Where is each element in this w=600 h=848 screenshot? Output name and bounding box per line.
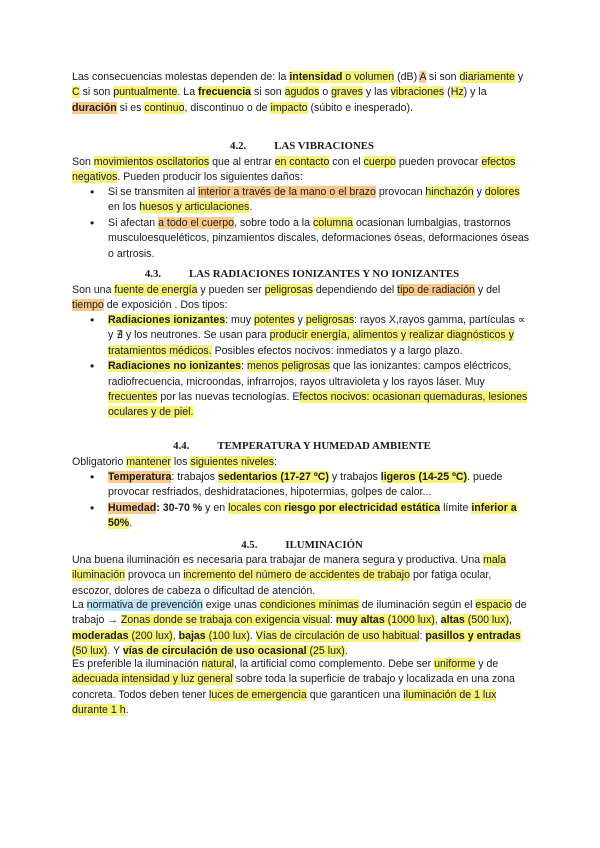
section-title: TEMPERATURA Y HUMEDAD AMBIENTE <box>217 440 431 452</box>
section-title: LAS VIBRACIONES <box>274 140 374 152</box>
highlight: mantener <box>126 456 171 468</box>
highlight: Humedad <box>108 501 157 514</box>
text: sobre toda la superficie de trabajo y localizada en una zona concreta. Todos deben tener <box>72 673 515 701</box>
text: . <box>249 201 253 214</box>
text: Si afectan <box>108 216 159 229</box>
highlight: incremento del número de accidentes de trabajo <box>183 569 411 582</box>
highlight: mala iluminación <box>72 554 507 582</box>
text: Si se transmiten al <box>108 186 199 198</box>
text: de exposición . Dos tipos: <box>103 299 228 312</box>
list-item <box>72 501 530 532</box>
highlight: inferior a 50% <box>108 501 517 530</box>
text: de iluminación según el <box>358 599 476 611</box>
text: dependiendo del <box>312 284 398 296</box>
text: de trabajo → <box>72 599 527 627</box>
text: La <box>72 599 87 611</box>
text: y <box>514 71 524 83</box>
radiaciones-paragraph <box>72 283 532 314</box>
highlight: frecuentes <box>108 391 158 404</box>
highlight: luces de emergencia <box>209 688 307 701</box>
list-item <box>72 185 530 216</box>
highlight-duracion: duración <box>72 101 117 114</box>
highlight: efectos negativos <box>72 156 516 184</box>
text: si son <box>425 71 460 83</box>
section-number: 4.3. <box>144 268 162 280</box>
text: , <box>509 614 512 627</box>
highlight: riesgo por electricidad estática <box>284 501 441 514</box>
highlight: (100 lux) <box>205 629 250 642</box>
text: y trabajos <box>328 471 381 483</box>
section-number: 4.5. <box>241 539 258 551</box>
text: ( <box>444 86 451 99</box>
highlight-frecuencia: frecuencia <box>198 86 252 99</box>
section-title: ILUMINACIÓN <box>285 539 363 551</box>
text: : rayos X,rayos gamma, partículas ∝ y ∄ y los neutrones. Se usan para <box>108 314 526 342</box>
text: . puede provocar resfriados, deshidrataciones, hipotermias, golpes de calor... <box>108 471 503 499</box>
highlight-continuo: continuo <box>144 101 185 114</box>
text: . Pueden producir los siguientes daños: <box>117 171 303 184</box>
text: por fatiga ocular, escozor, dolores de cabeza o dificultad de atención. <box>72 569 492 597</box>
text: y del <box>474 284 501 296</box>
highlight: uniforme <box>434 658 476 670</box>
section-heading-4-2 <box>72 139 532 154</box>
highlight: iluminación de 1 lux durante 1 h <box>72 688 497 717</box>
text: en los <box>108 201 140 214</box>
text: : <box>274 456 277 468</box>
vibraciones-list <box>72 185 530 262</box>
text: : <box>419 629 426 642</box>
highlight: (200 lux) <box>128 629 173 642</box>
highlight: Zonas donde se trabaja con exigencia visual <box>120 614 330 627</box>
text: que garanticen una <box>306 688 404 701</box>
text: (súbito e inesperado). <box>307 101 413 114</box>
highlight-volumen: o volumen <box>342 71 395 83</box>
highlight: ligeros (14-25 ºC) <box>380 471 468 483</box>
highlight-impacto: impacto <box>270 101 308 114</box>
highlight: hinchazón <box>425 186 474 198</box>
text: . Y <box>107 645 123 658</box>
text: . <box>129 517 133 530</box>
highlight: en contacto <box>274 156 330 168</box>
highlight: altas <box>440 614 465 627</box>
highlight: producir energía, alimentos y realizar diagnósticos y tratamientos médicos. <box>108 329 514 357</box>
highlight: Radiaciones ionizantes <box>108 314 226 326</box>
list-item <box>72 359 530 421</box>
highlight: normativa de prevención <box>86 599 203 611</box>
text: Es preferible la iluminación <box>72 658 202 670</box>
radiaciones-list <box>72 313 530 421</box>
text: si son <box>251 86 285 99</box>
temperatura-list <box>72 470 530 532</box>
text: ocasionan lumbalgias, trastornos musculoesqueléticos, pinzamientos discales, deformaciones óseas, deformaciones óseas o artrosis. <box>108 216 530 260</box>
iluminacion-paragraph-2 <box>72 598 532 660</box>
text: Las consecuencias molestas dependen de: la <box>72 71 290 83</box>
iluminacion-paragraph-1 <box>72 553 532 599</box>
highlight: (25 lux) <box>306 645 345 658</box>
highlight: Radiaciones no ionizantes <box>108 360 242 373</box>
highlight: fuente de energía <box>114 284 198 296</box>
section-title: LAS RADIACIONES IONIZANTES Y NO IONIZANTES <box>189 268 460 280</box>
highlight: potentes <box>254 314 295 326</box>
text: . <box>249 629 256 642</box>
text: : <box>241 360 247 373</box>
text: exige unas <box>202 599 260 611</box>
highlight-intensidad: intensidad <box>289 71 343 83</box>
highlight: adecuada intensidad y luz general <box>72 673 233 686</box>
text: : trabajos <box>171 471 218 483</box>
highlight: condiciones mínimas <box>259 599 359 611</box>
text: , <box>172 629 179 642</box>
highlight-agudos: agudos <box>284 86 320 99</box>
highlight: siguientes niveles <box>190 456 275 468</box>
text: Posibles efectos nocivos: inmediatos y a largo plazo. <box>211 344 463 357</box>
text: Son una <box>72 284 115 296</box>
text: límite <box>440 501 472 514</box>
text: , la artificial como complemento. Debe ser <box>233 658 435 670</box>
highlight-puntualmente: puntualmente <box>113 86 178 99</box>
text: que al entrar <box>209 156 275 168</box>
highlight-hz: Hz <box>450 86 464 99</box>
highlight: muy altas <box>335 614 385 627</box>
section-heading-4-5 <box>72 538 532 553</box>
highlight-a: A <box>419 71 426 83</box>
text: si es <box>116 101 145 114</box>
highlight: natural <box>201 658 234 670</box>
text: Son <box>72 156 94 168</box>
text: y <box>294 314 306 326</box>
highlight-diariamente: diariamente <box>459 71 515 83</box>
text: y <box>473 186 485 198</box>
highlight: cuerpo <box>363 156 396 168</box>
highlight: locales con <box>228 501 285 514</box>
text: pueden provocar <box>395 156 482 168</box>
text: : <box>329 614 336 627</box>
text: y pueden ser <box>197 284 265 296</box>
text: : 30-70 % <box>156 501 203 514</box>
highlight: (50 lux) <box>72 645 108 658</box>
highlight-c: C <box>72 86 80 99</box>
highlight: columna <box>312 216 354 229</box>
text: , <box>434 614 441 627</box>
highlight-vibraciones: vibraciones <box>390 86 445 99</box>
text: , sobre todo a la <box>234 216 313 229</box>
text: Una buena iluminación es necesaria para trabajar de manera segura y productiva. Una <box>72 554 484 566</box>
highlight: sedentarios (17-27 ºC) <box>217 471 329 483</box>
highlight: espacio <box>475 599 512 611</box>
text: (dB) <box>394 71 420 83</box>
text: : muy <box>225 314 254 326</box>
text: provoca un <box>125 569 184 582</box>
highlight: dolores <box>484 186 520 198</box>
section-heading-4-4 <box>72 439 532 454</box>
text: . <box>344 645 348 658</box>
text: los <box>170 456 191 468</box>
text: Obligatorio <box>72 456 127 468</box>
highlight: Temperatura <box>108 471 172 483</box>
text: que las ionizantes: campos eléctricos, radiofrecuencia, microondas, infrarrojos, rayos ultravioleta y los rayos láser. Muy <box>108 360 512 388</box>
highlight: menos peligrosas <box>246 360 330 373</box>
highlight: Vías de circulación de uso habitual <box>255 629 420 642</box>
iluminacion-paragraph-3 <box>72 657 532 719</box>
section-heading-4-3 <box>72 267 532 282</box>
highlight: a todo el cuerpo <box>158 216 235 229</box>
text: si son <box>79 86 114 99</box>
text: con el <box>329 156 364 168</box>
highlight: vías de circulación de uso ocasional <box>122 645 307 658</box>
intro-paragraph <box>72 70 532 116</box>
highlight: huesos y articulaciones <box>139 201 250 214</box>
highlight: movimientos oscilatorios <box>93 156 210 168</box>
highlight: peligrosas <box>305 314 355 326</box>
temperatura-paragraph <box>72 455 532 470</box>
highlight: pasillos y entradas <box>425 629 521 642</box>
text: ) y la <box>463 86 487 99</box>
highlight: peligrosas <box>264 284 313 296</box>
list-item <box>72 470 530 501</box>
section-number: 4.2. <box>230 140 247 152</box>
text: provocan <box>375 186 426 198</box>
text: , discontinuo o de <box>184 101 271 114</box>
text: por las nuevas tecnologías. E <box>157 391 300 404</box>
highlight: tiempo <box>72 299 104 312</box>
highlight: bajas <box>178 629 206 642</box>
text: . <box>125 704 129 717</box>
highlight: (1000 lux) <box>384 614 435 627</box>
highlight-graves: graves <box>331 86 363 99</box>
highlight: interior a través de la mano o el brazo <box>198 186 376 198</box>
section-number: 4.4. <box>173 440 190 452</box>
highlight: (500 lux) <box>464 614 509 627</box>
text: . La <box>177 86 199 99</box>
text: y en <box>202 501 229 514</box>
text: o <box>319 86 332 99</box>
list-item <box>72 313 530 359</box>
vibraciones-paragraph <box>72 155 532 186</box>
text: y las <box>362 86 391 99</box>
text: y de <box>475 658 499 670</box>
highlight: moderadas <box>72 629 129 642</box>
highlight: tipo de radiación <box>397 284 475 296</box>
list-item <box>72 216 530 262</box>
highlight: fectos nocivos: ocasionan quemaduras, lesiones oculares y de piel. <box>108 391 528 419</box>
